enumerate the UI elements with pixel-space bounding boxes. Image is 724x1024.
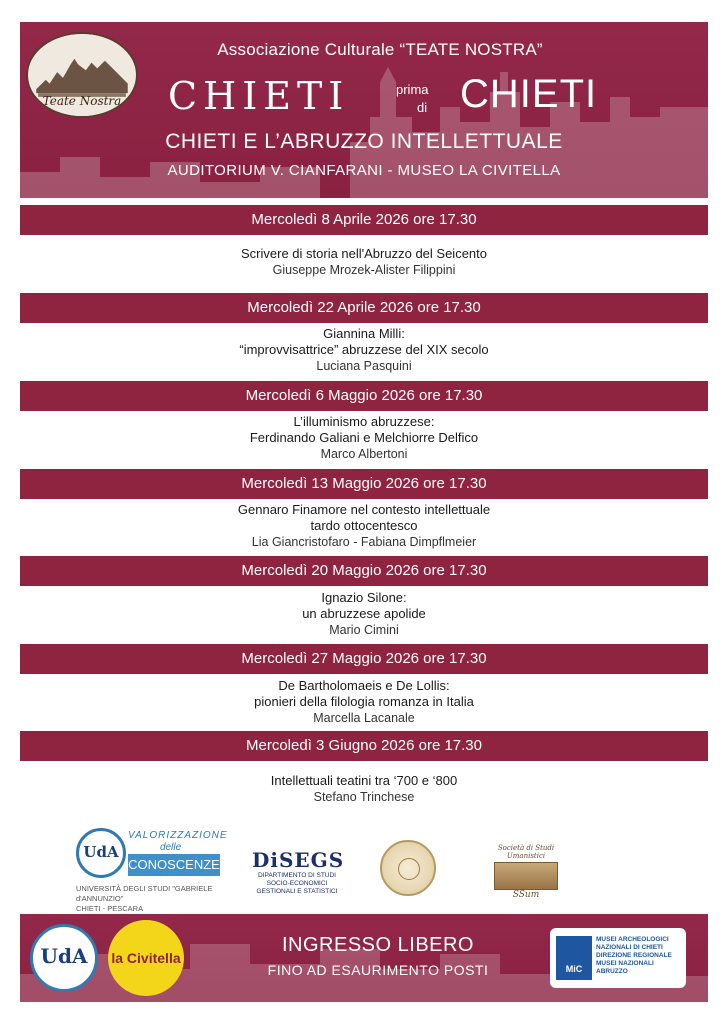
event-date-bar: Mercoledì 6 Maggio 2026 ore 17.30: [20, 381, 708, 411]
musei-line: MUSEI NAZIONALI: [596, 960, 654, 967]
valorizzazione-conoscenze-logo: [76, 826, 236, 913]
event-details: [20, 414, 708, 462]
ssum-logo: [478, 844, 574, 900]
ssum-caption: Società di Studi Umanistici: [497, 844, 555, 860]
disegs-subtitle: DIPARTIMENTO DI STUDI: [257, 872, 336, 879]
event-speaker: Marco Albertoni: [320, 447, 408, 461]
availability-note: FINO AD ESAURIMENTO POSTI: [267, 962, 489, 978]
event-date-bar: Mercoledì 3 Giugno 2026 ore 17.30: [20, 731, 708, 761]
event-speaker: Giuseppe Mrozek-Alister Filippini: [272, 263, 456, 277]
title-prima: prima: [396, 82, 429, 97]
conoscenze-text: CONOSCENZE: [128, 854, 220, 876]
musei-text-block: [596, 936, 682, 976]
event-speaker: Stefano Trinchese: [313, 790, 415, 804]
musei-line: MUSEI ARCHEOLOGICI: [596, 936, 669, 943]
university-caption-line: CHIETI - PESCARA: [76, 904, 144, 913]
event-speaker: Lia Giancristofaro - Fabiana Dimpflmeier: [251, 535, 477, 549]
university-caption-line: UNIVERSITÀ DEGLI STUDI "GABRIELE d'ANNUNZIO": [76, 884, 213, 903]
free-entry-label: INGRESSO LIBERO: [282, 934, 474, 956]
event-title-line: pionieri della filologia romanza in Italia: [254, 694, 474, 709]
event-title-line: De Bartholomaeis e De Lollis:: [278, 678, 450, 693]
ssum-mark: SSum: [512, 890, 540, 900]
event-speaker: Mario Cimini: [329, 623, 399, 637]
civitella-logo: la Civitella: [108, 920, 184, 996]
event-title-line: Scrivere di storia nell'Abruzzo del Seicento: [241, 246, 487, 261]
disegs-subtitle: GESTIONALI E STATISTICI: [256, 888, 338, 895]
event-details: [20, 678, 708, 726]
logo-label: Teate Nostra: [42, 94, 122, 108]
event-details: [20, 326, 708, 374]
header-banner: [20, 22, 708, 198]
event-title-line: Gennaro Finamore nel contesto intellettuale: [237, 502, 491, 517]
event-title-line: tardo ottocentesco: [310, 518, 418, 533]
event-details: [20, 246, 708, 278]
disegs-logo: [252, 848, 345, 896]
event-title-line: “improvvisattrice” abruzzese del XIX secolo: [239, 342, 489, 357]
event-title-line: Ferdinando Galiani e Melchiorre Delfico: [249, 430, 479, 445]
academy-seal-icon: [380, 840, 436, 896]
event-date-bar: Mercoledì 22 Aprile 2026 ore 17.30: [20, 293, 708, 323]
mic-logo: MiC: [556, 936, 592, 980]
sponsor-logos-row: [0, 826, 724, 913]
musei-line: NAZIONALI DI CHIETI: [596, 944, 663, 951]
teate-nostra-logo: [26, 32, 138, 118]
series-subtitle: CHIETI E L’ABRUZZO INTELLETTUALE: [165, 130, 563, 153]
uda-logo: UdA: [30, 924, 98, 992]
event-details: [20, 502, 708, 550]
event-speaker: Marcella Lacanale: [313, 711, 415, 725]
event-details: [20, 773, 708, 805]
event-speaker: Luciana Pasquini: [316, 359, 412, 373]
building-icon: [494, 862, 558, 890]
event-details: [20, 590, 708, 638]
university-caption: [76, 884, 236, 914]
footer-banner: [20, 914, 708, 1002]
event-title-line: Ignazio Silone:: [321, 590, 407, 605]
uda-logo: UdA: [76, 828, 126, 878]
event-title-line: Intellettuali teatini tra ‘700 e ‘800: [270, 773, 458, 788]
musei-line: DIREZIONE REGIONALE: [596, 952, 672, 959]
event-date-bar: Mercoledì 27 Maggio 2026 ore 17.30: [20, 644, 708, 674]
delle-text: delle: [160, 842, 182, 853]
title-di: di: [417, 100, 428, 115]
event-title-line: L’illuminismo abruzzese:: [293, 414, 435, 429]
musei-line: ABRUZZO: [596, 968, 628, 975]
title-chieti-left: CHIETI: [168, 74, 350, 118]
association-name: Associazione Culturale “TEATE NOSTRA”: [217, 40, 543, 59]
event-title-line: Giannina Milli:: [323, 326, 405, 341]
musei-archeologici-logo: [550, 928, 686, 988]
valorizzazione-text: VALORIZZAZIONE: [128, 830, 228, 841]
event-date-bar: Mercoledì 8 Aprile 2026 ore 17.30: [20, 205, 708, 235]
event-date-bar: Mercoledì 13 Maggio 2026 ore 17.30: [20, 469, 708, 499]
venue-label: AUDITORIUM V. CIANFARANI - MUSEO LA CIVITELLA: [167, 162, 561, 179]
disegs-title: DiSEGS: [252, 848, 345, 872]
event-title-line: un abruzzese apolide: [302, 606, 426, 621]
event-date-bar: Mercoledì 20 Maggio 2026 ore 17.30: [20, 556, 708, 586]
title-chieti-right: CHIETI: [460, 72, 598, 116]
disegs-subtitle: SOCIO-ECONOMICI: [266, 880, 328, 887]
